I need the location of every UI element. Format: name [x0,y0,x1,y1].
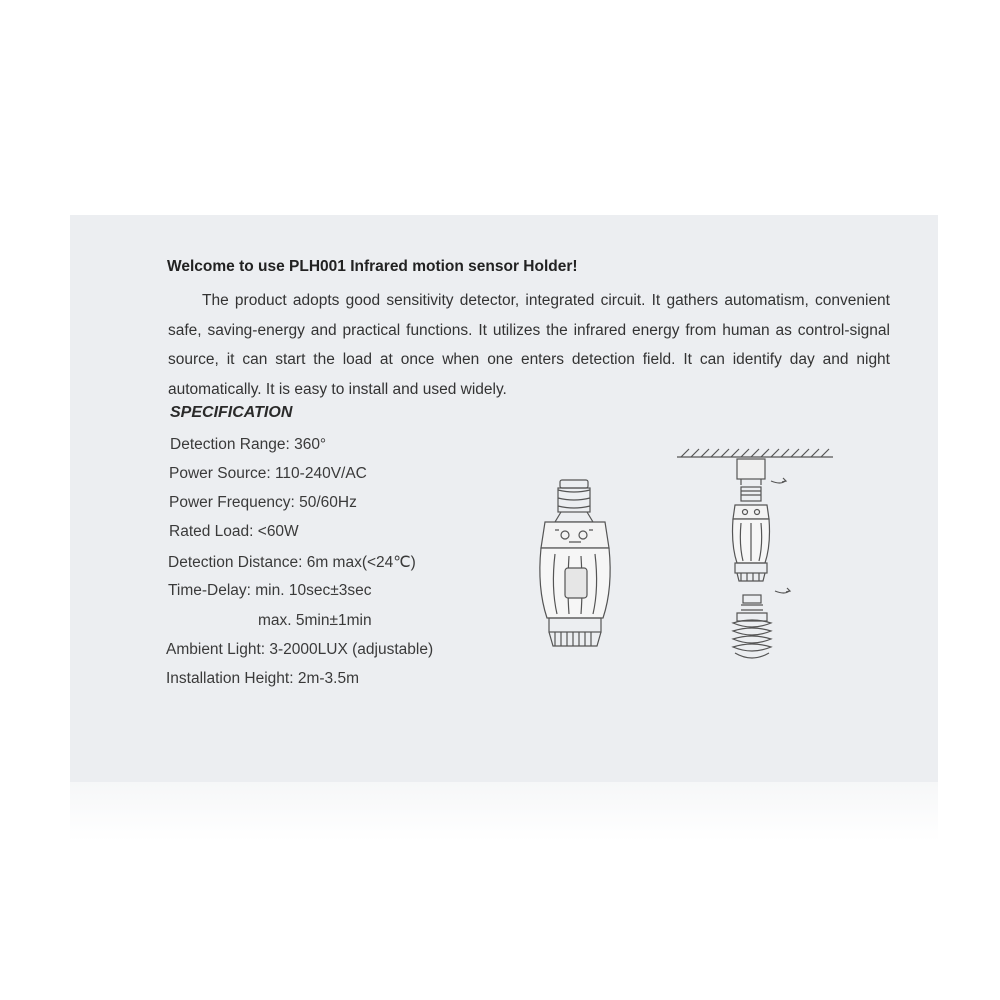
spec-power-frequency: Power Frequency: 50/60Hz [169,494,357,511]
spec-time-delay-max: max. 5min±1min [258,612,372,629]
document-title: Welcome to use PLH001 Infrared motion sensor Holder! [167,258,578,275]
spec-detection-range: Detection Range: 360° [170,436,327,453]
sensor-holder-drawing [525,478,625,668]
spec-installation-height: Installation Height: 2m-3.5m [166,670,359,687]
spec-heading: SPECIFICATION [170,404,293,421]
spec-ambient-light: Ambient Light: 3-2000LUX (adjustable) [166,641,434,658]
spec-rated-load: Rated Load: <60W [169,523,299,540]
spec-detection-distance: Detection Distance: 6m max(<24℃) [168,554,416,571]
intro-paragraph-text: The product adopts good sensitivity detector, integrated circuit. It gathers automatism, convenient safe, saving-energy and practical functions. It utilizes the infrared energy from human as control-signal source, it can start the load at once when one enters detection field. It can identify day and night automatically. It is easy to install and used widely. [168,292,890,398]
intro-paragraph [168,286,890,404]
spec-time-delay-min: Time-Delay: min. 10sec±3sec [168,582,372,599]
card-reflection [70,782,938,842]
installation-diagram [675,445,835,670]
spec-power-source: Power Source: 110-240V/AC [169,465,367,482]
